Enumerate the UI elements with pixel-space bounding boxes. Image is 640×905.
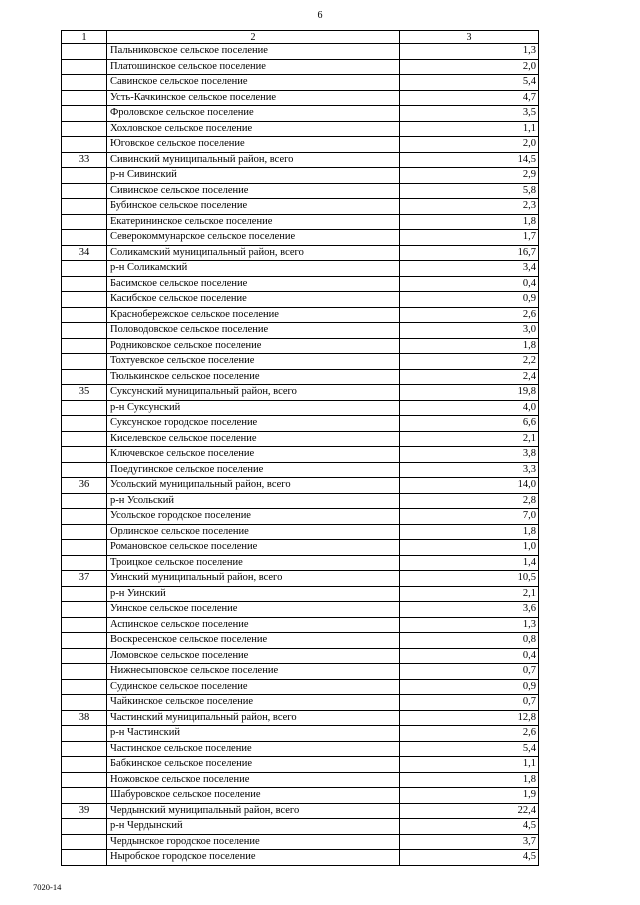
value-cell: 5,8 bbox=[400, 183, 539, 199]
row-number-cell bbox=[62, 199, 107, 215]
table-row bbox=[62, 757, 539, 773]
table-row bbox=[62, 555, 539, 571]
table-row bbox=[62, 803, 539, 819]
row-number-cell bbox=[62, 555, 107, 571]
row-number-cell: 36 bbox=[62, 478, 107, 494]
municipality-name-cell: Пальниковское сельское поселение bbox=[107, 44, 400, 60]
row-number-cell bbox=[62, 695, 107, 711]
value-cell: 2,1 bbox=[400, 431, 539, 447]
municipality-name-cell: Соликамский муниципальный район, всего bbox=[107, 245, 400, 261]
municipality-name-cell: р-н Суксунский bbox=[107, 400, 400, 416]
value-cell: 3,0 bbox=[400, 323, 539, 339]
table-row bbox=[62, 431, 539, 447]
table-row bbox=[62, 617, 539, 633]
value-cell: 2,8 bbox=[400, 493, 539, 509]
value-cell: 2,9 bbox=[400, 168, 539, 184]
table-row bbox=[62, 664, 539, 680]
data-table bbox=[61, 30, 539, 866]
table-row bbox=[62, 183, 539, 199]
municipality-name-cell: Частинское сельское поселение bbox=[107, 741, 400, 757]
municipality-name-cell: Басимское сельское поселение bbox=[107, 276, 400, 292]
row-number-cell bbox=[62, 214, 107, 230]
value-cell: 22,4 bbox=[400, 803, 539, 819]
table-row bbox=[62, 230, 539, 246]
row-number-cell: 33 bbox=[62, 152, 107, 168]
municipality-name-cell: Половодовское сельское поселение bbox=[107, 323, 400, 339]
municipality-name-cell: Хохловское сельское поселение bbox=[107, 121, 400, 137]
municipality-name-cell: Киселевское сельское поселение bbox=[107, 431, 400, 447]
table-row bbox=[62, 679, 539, 695]
row-number-cell bbox=[62, 726, 107, 742]
table-row bbox=[62, 354, 539, 370]
table-row bbox=[62, 586, 539, 602]
row-number-cell bbox=[62, 493, 107, 509]
row-number-cell bbox=[62, 416, 107, 432]
value-cell: 0,7 bbox=[400, 664, 539, 680]
municipality-name-cell: Суксунское городское поселение bbox=[107, 416, 400, 432]
table-row bbox=[62, 75, 539, 91]
municipality-name-cell: Сивинское сельское поселение bbox=[107, 183, 400, 199]
row-number-cell bbox=[62, 462, 107, 478]
value-cell: 14,5 bbox=[400, 152, 539, 168]
column-header-1: 1 bbox=[62, 31, 107, 44]
municipality-name-cell: Усольский муниципальный район, всего bbox=[107, 478, 400, 494]
value-cell: 5,4 bbox=[400, 75, 539, 91]
municipality-name-cell: Частинский муниципальный район, всего bbox=[107, 710, 400, 726]
row-number-cell bbox=[62, 59, 107, 75]
table-row bbox=[62, 59, 539, 75]
row-number-cell bbox=[62, 261, 107, 277]
row-number-cell bbox=[62, 276, 107, 292]
value-cell: 2,4 bbox=[400, 369, 539, 385]
row-number-cell bbox=[62, 509, 107, 525]
row-number-cell bbox=[62, 664, 107, 680]
table-row bbox=[62, 695, 539, 711]
row-number-cell bbox=[62, 633, 107, 649]
value-cell: 1,9 bbox=[400, 788, 539, 804]
column-header-3: 3 bbox=[400, 31, 539, 44]
row-number-cell: 38 bbox=[62, 710, 107, 726]
municipality-name-cell: Воскресенское сельское поселение bbox=[107, 633, 400, 649]
municipality-name-cell: Уинский муниципальный район, всего bbox=[107, 571, 400, 587]
row-number-cell bbox=[62, 400, 107, 416]
table-row bbox=[62, 788, 539, 804]
value-cell: 1,3 bbox=[400, 617, 539, 633]
table-row bbox=[62, 602, 539, 618]
table-row bbox=[62, 106, 539, 122]
municipality-name-cell: Платошинское сельское поселение bbox=[107, 59, 400, 75]
table-row bbox=[62, 509, 539, 525]
municipality-name-cell: Тохтуевское сельское поселение bbox=[107, 354, 400, 370]
municipality-name-cell: Краснобережское сельское поселение bbox=[107, 307, 400, 323]
row-number-cell bbox=[62, 90, 107, 106]
municipality-name-cell: Чердынское городское поселение bbox=[107, 834, 400, 850]
municipality-name-cell: Троицкое сельское поселение bbox=[107, 555, 400, 571]
value-cell: 4,5 bbox=[400, 819, 539, 835]
value-cell: 1,1 bbox=[400, 757, 539, 773]
row-number-cell: 37 bbox=[62, 571, 107, 587]
value-cell: 1,8 bbox=[400, 338, 539, 354]
table-row bbox=[62, 245, 539, 261]
municipality-name-cell: Ножовское сельское поселение bbox=[107, 772, 400, 788]
value-cell: 19,8 bbox=[400, 385, 539, 401]
row-number-cell bbox=[62, 741, 107, 757]
table-body bbox=[62, 44, 539, 866]
table-row bbox=[62, 493, 539, 509]
value-cell: 0,9 bbox=[400, 679, 539, 695]
municipality-name-cell: Ныробское городское поселение bbox=[107, 850, 400, 866]
value-cell: 3,6 bbox=[400, 602, 539, 618]
municipality-name-cell: Судинское сельское поселение bbox=[107, 679, 400, 695]
municipality-name-cell: Савинское сельское поселение bbox=[107, 75, 400, 91]
row-number-cell bbox=[62, 524, 107, 540]
table-row bbox=[62, 168, 539, 184]
row-number-cell bbox=[62, 307, 107, 323]
value-cell: 2,6 bbox=[400, 726, 539, 742]
table-row bbox=[62, 90, 539, 106]
municipality-name-cell: р-н Усольский bbox=[107, 493, 400, 509]
table-row bbox=[62, 323, 539, 339]
row-number-cell bbox=[62, 757, 107, 773]
value-cell: 3,8 bbox=[400, 447, 539, 463]
row-number-cell bbox=[62, 772, 107, 788]
row-number-cell bbox=[62, 137, 107, 153]
row-number-cell bbox=[62, 602, 107, 618]
table-row bbox=[62, 261, 539, 277]
value-cell: 14,0 bbox=[400, 478, 539, 494]
table-row bbox=[62, 834, 539, 850]
municipality-name-cell: Шабуровское сельское поселение bbox=[107, 788, 400, 804]
row-number-cell bbox=[62, 292, 107, 308]
table-row bbox=[62, 416, 539, 432]
row-number-cell bbox=[62, 369, 107, 385]
row-number-cell bbox=[62, 850, 107, 866]
table-row bbox=[62, 524, 539, 540]
municipality-name-cell: р-н Чердынский bbox=[107, 819, 400, 835]
table-row bbox=[62, 137, 539, 153]
row-number-cell: 35 bbox=[62, 385, 107, 401]
row-number-cell bbox=[62, 540, 107, 556]
value-cell: 0,9 bbox=[400, 292, 539, 308]
value-cell: 3,7 bbox=[400, 834, 539, 850]
table-row bbox=[62, 338, 539, 354]
table-row bbox=[62, 214, 539, 230]
municipality-name-cell: Аспинское сельское поселение bbox=[107, 617, 400, 633]
row-number-cell bbox=[62, 121, 107, 137]
value-cell: 0,4 bbox=[400, 648, 539, 664]
row-number-cell bbox=[62, 788, 107, 804]
municipality-name-cell: р-н Уинский bbox=[107, 586, 400, 602]
row-number-cell bbox=[62, 106, 107, 122]
value-cell: 4,7 bbox=[400, 90, 539, 106]
table-row bbox=[62, 121, 539, 137]
municipality-name-cell: Орлинское сельское поселение bbox=[107, 524, 400, 540]
table-row bbox=[62, 385, 539, 401]
row-number-cell bbox=[62, 44, 107, 60]
value-cell: 0,7 bbox=[400, 695, 539, 711]
row-number-cell bbox=[62, 679, 107, 695]
municipality-name-cell: р-н Сивинский bbox=[107, 168, 400, 184]
value-cell: 0,8 bbox=[400, 633, 539, 649]
table-row bbox=[62, 307, 539, 323]
row-number-cell bbox=[62, 648, 107, 664]
table-row bbox=[62, 462, 539, 478]
municipality-name-cell: Касибское сельское поселение bbox=[107, 292, 400, 308]
value-cell: 1,0 bbox=[400, 540, 539, 556]
value-cell: 2,2 bbox=[400, 354, 539, 370]
row-number-cell: 39 bbox=[62, 803, 107, 819]
value-cell: 1,7 bbox=[400, 230, 539, 246]
row-number-cell bbox=[62, 230, 107, 246]
row-number-cell bbox=[62, 75, 107, 91]
municipality-name-cell: Поедугинское сельское поселение bbox=[107, 462, 400, 478]
value-cell: 2,6 bbox=[400, 307, 539, 323]
value-cell: 4,0 bbox=[400, 400, 539, 416]
municipality-name-cell: р-н Частинский bbox=[107, 726, 400, 742]
value-cell: 3,3 bbox=[400, 462, 539, 478]
municipality-name-cell: р-н Соликамский bbox=[107, 261, 400, 277]
municipality-name-cell: Чайкинское сельское поселение bbox=[107, 695, 400, 711]
table-row bbox=[62, 400, 539, 416]
table-row bbox=[62, 819, 539, 835]
value-cell: 1,4 bbox=[400, 555, 539, 571]
row-number-cell: 34 bbox=[62, 245, 107, 261]
table-row bbox=[62, 276, 539, 292]
value-cell: 1,3 bbox=[400, 44, 539, 60]
value-cell: 10,5 bbox=[400, 571, 539, 587]
column-header-2: 2 bbox=[107, 31, 400, 44]
row-number-cell bbox=[62, 323, 107, 339]
municipality-name-cell: Чердынский муниципальный район, всего bbox=[107, 803, 400, 819]
municipality-name-cell: Фроловское сельское поселение bbox=[107, 106, 400, 122]
value-cell: 3,4 bbox=[400, 261, 539, 277]
table-row bbox=[62, 633, 539, 649]
value-cell: 7,0 bbox=[400, 509, 539, 525]
table-row bbox=[62, 648, 539, 664]
table-row bbox=[62, 772, 539, 788]
value-cell: 2,0 bbox=[400, 59, 539, 75]
municipality-name-cell: Екатерининское сельское поселение bbox=[107, 214, 400, 230]
municipality-name-cell: Ключевское сельское поселение bbox=[107, 447, 400, 463]
table-row bbox=[62, 447, 539, 463]
municipality-name-cell: Сивинский муниципальный район, всего bbox=[107, 152, 400, 168]
municipality-name-cell: Усольское городское поселение bbox=[107, 509, 400, 525]
table-row bbox=[62, 199, 539, 215]
value-cell: 16,7 bbox=[400, 245, 539, 261]
row-number-cell bbox=[62, 586, 107, 602]
municipality-name-cell: Родниковское сельское поселение bbox=[107, 338, 400, 354]
municipality-name-cell: Ломовское сельское поселение bbox=[107, 648, 400, 664]
row-number-cell bbox=[62, 447, 107, 463]
table-row bbox=[62, 850, 539, 866]
table-row bbox=[62, 369, 539, 385]
value-cell: 3,5 bbox=[400, 106, 539, 122]
municipality-name-cell: Северокоммунарское сельское поселение bbox=[107, 230, 400, 246]
table-header-row bbox=[62, 31, 539, 44]
page-number: 6 bbox=[317, 10, 323, 21]
value-cell: 1,8 bbox=[400, 214, 539, 230]
row-number-cell bbox=[62, 431, 107, 447]
municipality-name-cell: Уинское сельское поселение bbox=[107, 602, 400, 618]
municipality-name-cell: Суксунский муниципальный район, всего bbox=[107, 385, 400, 401]
value-cell: 4,5 bbox=[400, 850, 539, 866]
municipality-name-cell: Нижнесыповское сельское поселение bbox=[107, 664, 400, 680]
row-number-cell bbox=[62, 354, 107, 370]
value-cell: 2,1 bbox=[400, 586, 539, 602]
table-row bbox=[62, 292, 539, 308]
municipality-name-cell: Тюлькинское сельское поселение bbox=[107, 369, 400, 385]
value-cell: 2,0 bbox=[400, 137, 539, 153]
municipality-name-cell: Бабкинское сельское поселение bbox=[107, 757, 400, 773]
row-number-cell bbox=[62, 617, 107, 633]
municipality-name-cell: Усть-Качкинское сельское поселение bbox=[107, 90, 400, 106]
row-number-cell bbox=[62, 168, 107, 184]
table-row bbox=[62, 571, 539, 587]
row-number-cell bbox=[62, 183, 107, 199]
value-cell: 1,8 bbox=[400, 772, 539, 788]
table-row bbox=[62, 478, 539, 494]
municipality-name-cell: Романовское сельское поселение bbox=[107, 540, 400, 556]
value-cell: 1,8 bbox=[400, 524, 539, 540]
municipality-name-cell: Бубинское сельское поселение bbox=[107, 199, 400, 215]
value-cell: 0,4 bbox=[400, 276, 539, 292]
table-row bbox=[62, 741, 539, 757]
document-code: 7020-14 bbox=[33, 882, 62, 892]
value-cell: 2,3 bbox=[400, 199, 539, 215]
value-cell: 12,8 bbox=[400, 710, 539, 726]
value-cell: 6,6 bbox=[400, 416, 539, 432]
table-row bbox=[62, 726, 539, 742]
table-row bbox=[62, 152, 539, 168]
table-row bbox=[62, 540, 539, 556]
table-row bbox=[62, 710, 539, 726]
municipality-name-cell: Юговское сельское поселение bbox=[107, 137, 400, 153]
row-number-cell bbox=[62, 834, 107, 850]
row-number-cell bbox=[62, 338, 107, 354]
value-cell: 1,1 bbox=[400, 121, 539, 137]
value-cell: 5,4 bbox=[400, 741, 539, 757]
table-row bbox=[62, 44, 539, 60]
row-number-cell bbox=[62, 819, 107, 835]
